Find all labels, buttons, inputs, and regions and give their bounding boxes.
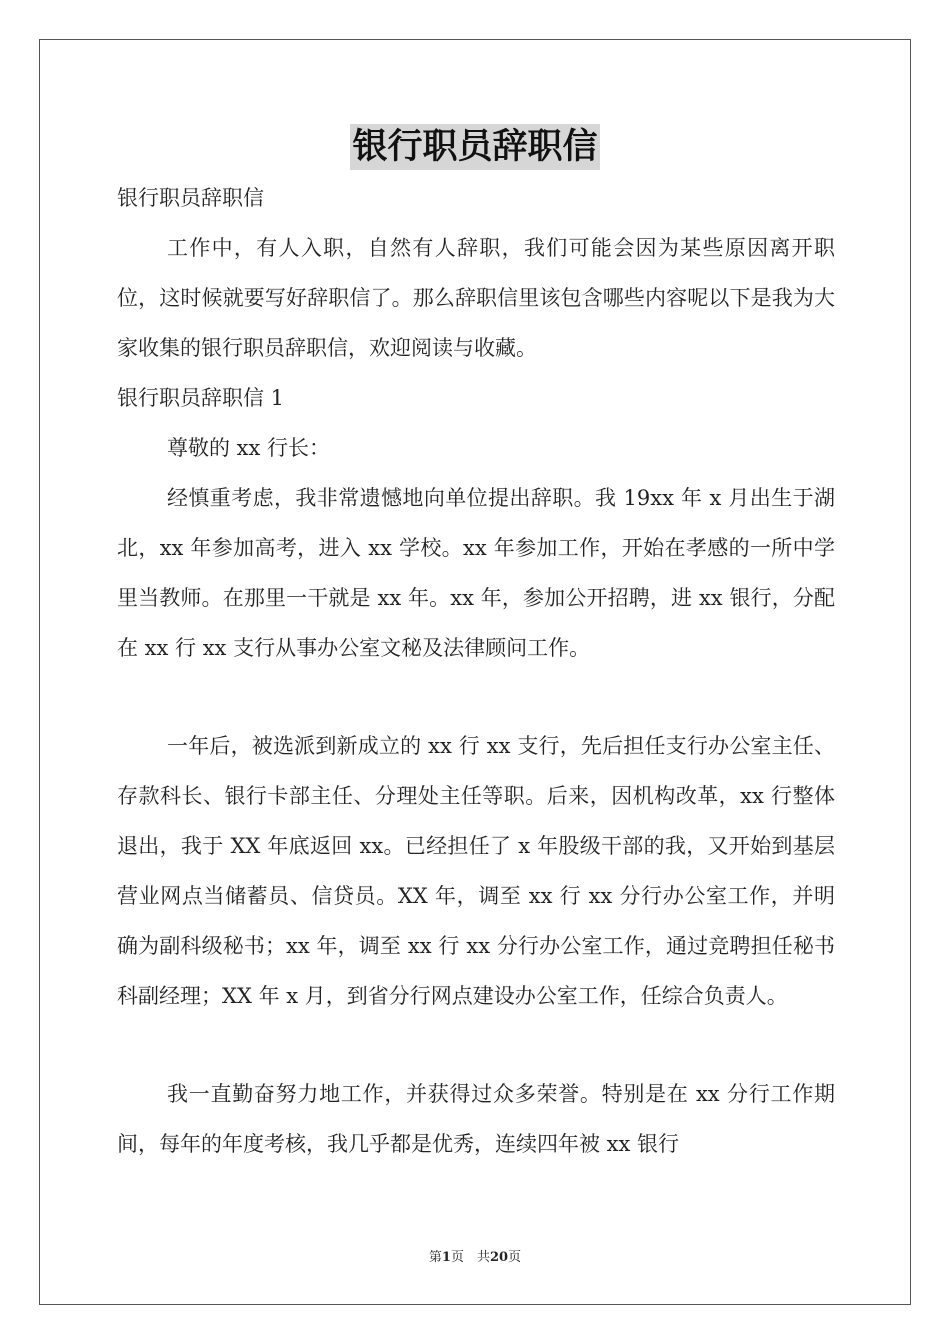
body-paragraph-3: 我一直勤奋努力地工作，并获得过众多荣誉。特别是在 xx 分行工作期间，每年的年度考核，我几乎都是优秀，连续四年被 xx 银行 bbox=[117, 1082, 835, 1156]
footer-prefix: 第 bbox=[428, 1250, 442, 1265]
body-paragraph-2: 一年后，被选派到新成立的 xx 行 xx 支行，先后担任支行办公室主任、存款科长、银行卡部主任、分理处主任等职。后来，因机构改革，xx 行整体退出，我于 XX 年底返回 xx。已经担任了 x 年股级干部的我，又开始到基层营业网点当储蓄员、信贷员。XX 年，调至 xx 行 xx 分行办公室工作，并明确为副科级秘书；xx 年，调至 xx 行 xx 分行办公室工作，通过竞聘担任秘书科副经理；XX 年 x 月，到省分行网点建设办公室工作，任综合负责人。 bbox=[117, 734, 835, 1008]
document-title-wrap bbox=[0, 124, 950, 170]
page-footer bbox=[0, 1246, 950, 1265]
footer-page-number: 1 bbox=[441, 1250, 451, 1265]
intro-paragraph: 工作中，有人入职，自然有人辞职，我们可能会因为某些原因离开职位，这时候就要写好辞职信了。那么辞职信里该包含哪些内容呢以下是我为大家收集的银行职员辞职信，欢迎阅读与收藏。 bbox=[117, 236, 835, 360]
body-paragraph-1: 经慎重考虑，我非常遗憾地向单位提出辞职。我 19xx 年 x 月出生于湖北，xx 年参加高考，进入 xx 学校。xx 年参加工作，开始在孝感的一所中学里当教师。在那里一干就是 xx 年。xx 年，参加公开招聘，进 xx 银行，分配在 xx 行 xx 支行从事办公室文秘及法律顾问工作。 bbox=[117, 486, 835, 660]
section-heading: 银行职员辞职信 1 bbox=[117, 386, 285, 410]
footer-suffix: 页 bbox=[508, 1250, 522, 1265]
footer-page-total: 20 bbox=[489, 1250, 509, 1265]
salutation: 尊敬的 xx 行长： bbox=[167, 436, 331, 460]
subtitle: 银行职员辞职信 bbox=[117, 186, 264, 210]
document-title: 银行职员辞职信 bbox=[350, 124, 599, 170]
footer-mid: 页 共 bbox=[450, 1250, 490, 1265]
